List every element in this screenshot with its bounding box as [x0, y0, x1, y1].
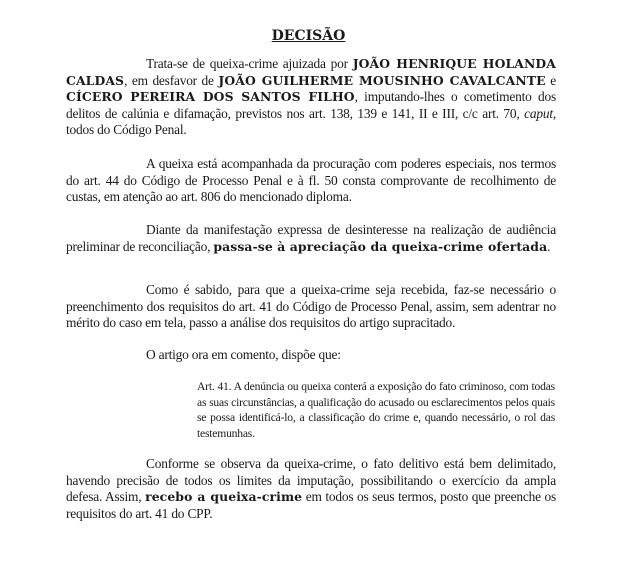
text: em todos os seus termos, posto que preenche os requisitos do art. 41 do CPP. — [66, 489, 556, 521]
paragraph-hearing — [66, 222, 556, 255]
bold-statement: passa-se à apreciação da queixa-crime ofertada — [213, 238, 548, 254]
document-title: DECISÃO — [271, 28, 346, 44]
paragraph-conclusion — [66, 456, 556, 522]
bold-statement: recebo a queixa-crime — [145, 489, 303, 505]
plaintiff-name: JOÃO HENRIQUE HOLANDA CALDAS — [66, 56, 556, 88]
paragraph-parties — [66, 56, 556, 139]
text: e — [545, 72, 556, 88]
paragraph-article-intro: O artigo ora em comento, dispõe que: — [146, 347, 341, 362]
article-quote: Art. 41. A denúncia ou queixa conterá a exposição do fato criminoso, com todas as suas circunstâncias, a qualificação do acusado ou esclarecimentos pelos quais se possa identificá-lo, a classificação do crime e, quando necessário, o rol das testemunhas. — [197, 380, 555, 440]
defendant-name-1: JOÃO GUILHERME MOUSINHO CAVALCANTE — [218, 72, 546, 88]
text: , imputando-lhes o cometimento dos delitos de calúnia e difamação, previstos nos art. 138, 139 e 141, II e III, c/c art. 70, — [66, 89, 556, 121]
text: Conforme se observa da queixa-crime, o fato delitivo está bem delimitado, havendo precisão de todos os limites da imputação, possibilitando o exercício da ampla defesa. Assim, — [66, 456, 556, 505]
paragraph-procuration: A queixa está acompanhada da procuração com poderes especiais, nos termos do art. 44 do Código de Processo Penal e à fl. 50 consta comprovante de recolhimento de custas, em atenção ao art. 806 do mencionado diploma. — [66, 156, 556, 205]
defendant-name-2: CÍCERO PEREIRA DOS SANTOS FILHO — [66, 89, 355, 105]
text: Trata-se de queixa-crime ajuizada por — [146, 56, 353, 71]
text: Diante da manifestação expressa de desinteresse na realização de audiência preliminar de reconciliação, — [66, 222, 556, 254]
text: . — [547, 238, 551, 254]
text: , todos do Código Penal. — [66, 105, 556, 138]
text: , em desfavor de — [124, 72, 219, 88]
italic-term: caput — [524, 105, 553, 121]
paragraph-requirements: Como é sabido, para que a queixa-crime seja recebida, faz-se necessário o preenchimento dos requisitos do art. 41 do Código de Processo Penal, assim, sem adentrar no mérito do caso em tela, passo a análise dos requisitos do artigo supracitado. — [66, 282, 556, 331]
